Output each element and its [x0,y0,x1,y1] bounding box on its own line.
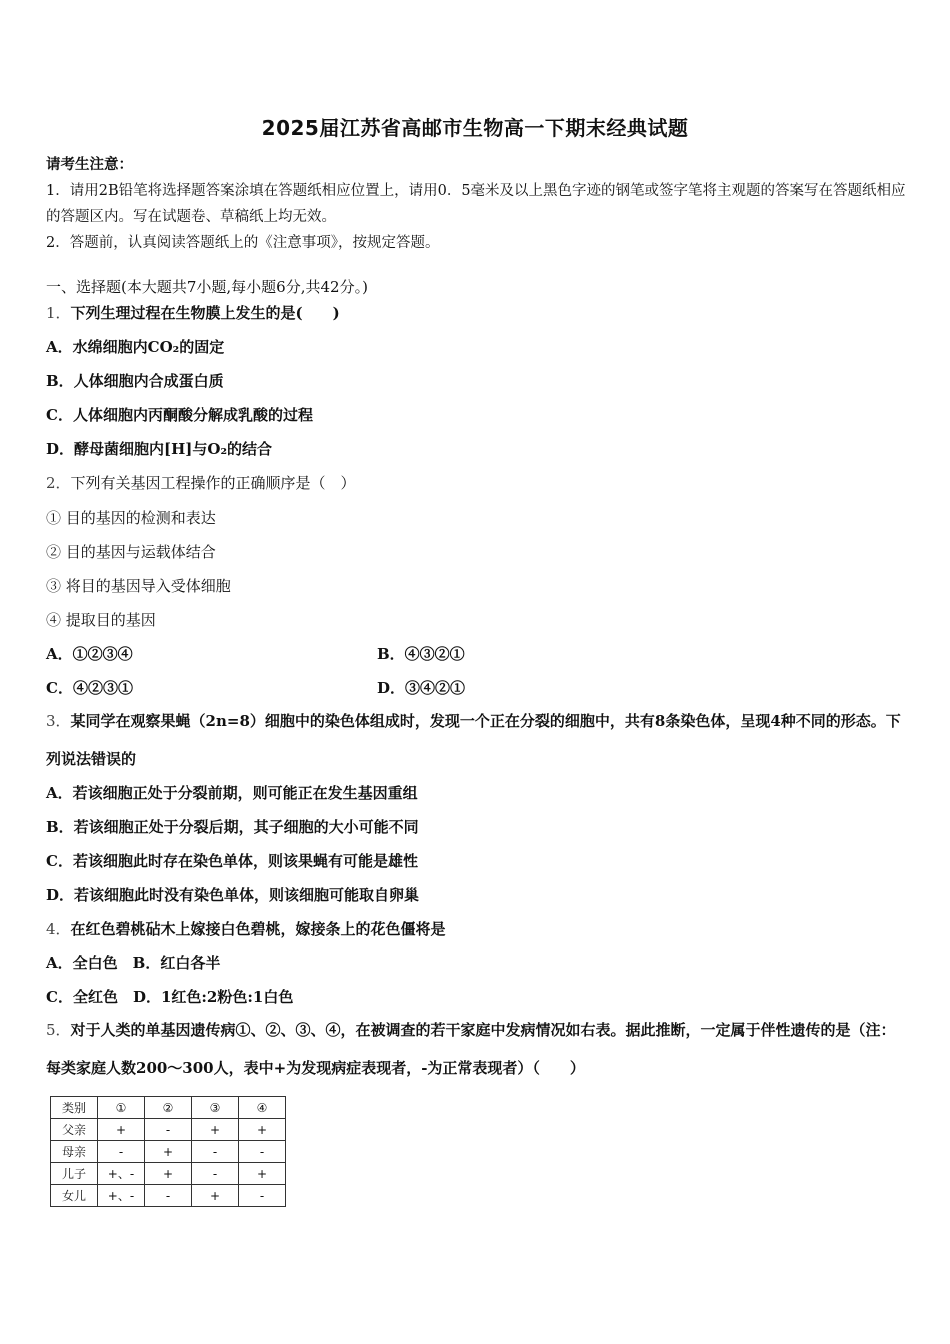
q2-step-2: ② 目的基因与运载体结合 [46,543,216,561]
question-1-number: 1． [46,304,71,322]
q1-option-a: A．水绵细胞内CO₂的固定 [46,338,225,356]
question-5-number: 5． [46,1021,71,1039]
table-header-cell: ③ [192,1097,239,1119]
table-header-cell: ① [98,1097,145,1119]
table-header-row [51,1097,286,1119]
question-1-text: 下列生理过程在生物膜上发生的是( ) [70,304,340,322]
table-cell: 儿子 [51,1163,98,1185]
q1-option-d: D．酵母菌细胞内[H]与O₂的结合 [46,440,273,458]
q2-step-3: ③ 将目的基因导入受体细胞 [46,577,231,595]
page-title: 2025届江苏省高邮市生物高一下期末经典试题 [261,116,689,140]
table-cell: + [98,1119,145,1141]
q2-option-c: C．④②③① [46,679,133,697]
q3-option-a: A．若该细胞正处于分裂前期，则可能正在发生基因重组 [46,784,418,802]
table-row [51,1163,286,1185]
q2-step-4: ④ 提取目的基因 [46,611,156,629]
question-3-text: 某同学在观察果蝇（2n=8）细胞中的染色体组成时，发现一个正在分裂的细胞中，共有8条染色体，呈现4种不同的形态。下列说法错误的 [46,712,901,768]
table-cell: + [145,1141,192,1163]
question-5-text: 对于人类的单基因遗传病①、②、③、④，在被调查的若干家庭中发病情况如右表。据此推断，一定属于伴性遗传的是（注：每类家庭人数200～300人，表中+为发现病症表现者，-为正常表现者）（ ） [46,1021,896,1077]
q2-option-a: A．①②③④ [46,645,133,663]
q4-options-ab: A．全白色 B．红白各半 [46,954,221,972]
table-cell: + [145,1163,192,1185]
notice-block [46,152,906,256]
table-header-cell: ④ [239,1097,286,1119]
q3-option-d: D．若该细胞此时没有染色单体，则该细胞可能取自卵巢 [46,886,420,904]
table-cell: - [239,1185,286,1207]
table-cell: 女儿 [51,1185,98,1207]
question-5-stem [46,1011,908,1087]
question-1-stem [46,302,340,323]
question-3-number: 3． [46,712,71,730]
table-cell: - [239,1141,286,1163]
q2-option-b: B．④③②① [377,645,465,663]
table-cell: + [239,1163,286,1185]
table-header-cell: 类别 [51,1097,98,1119]
question-4-number: 4． [46,920,71,938]
notice-item-1: 1．请用2B铅笔将选择题答案涂填在答题纸相应位置上，请用0．5毫米及以上黑色字迹的钢笔或签字笔将主观题的答案写在答题纸相应的答题区内。写在试题卷、草稿纸上均无效。 [46,183,906,225]
table-header-cell: ② [145,1097,192,1119]
notice-item-2: 2．答题前，认真阅读答题纸上的《注意事项》，按规定答题。 [46,235,440,251]
question-2-number: 2． [46,474,71,492]
table-cell: 母亲 [51,1141,98,1163]
table-cell: - [145,1119,192,1141]
q2-option-d: D．③④②① [377,679,466,697]
table-cell: - [192,1141,239,1163]
table-row [51,1141,286,1163]
question-4-stem [46,918,446,939]
table-cell: +、- [98,1163,145,1185]
table-cell: + [192,1119,239,1141]
table-cell: - [98,1141,145,1163]
table-cell: 父亲 [51,1119,98,1141]
table-cell: + [192,1185,239,1207]
section-heading: 一、选择题(本大题共7小题,每小题6分,共42分。) [46,278,368,296]
notice-heading: 请考生注意： [46,156,133,173]
q4-options-cd: C．全红色 D．1红色:2粉色:1白色 [46,988,294,1006]
question-2-stem [46,472,356,493]
table-row [51,1185,286,1207]
q2-step-1: ① 目的基因的检测和表达 [46,509,216,527]
table-cell: - [192,1163,239,1185]
q3-option-c: C．若该细胞此时存在染色单体，则该果蝇有可能是雄性 [46,852,418,870]
question-2-text: 下列有关基因工程操作的正确顺序是（ ） [70,474,356,492]
table-cell: +、- [98,1185,145,1207]
q1-option-b: B．人体细胞内合成蛋白质 [46,372,224,390]
question-4-text: 在红色碧桃砧木上嫁接白色碧桃，嫁接条上的花色僵将是 [70,920,446,938]
table-row [51,1119,286,1141]
table-cell: + [239,1119,286,1141]
q3-option-b: B．若该细胞正处于分裂后期，其子细胞的大小可能不同 [46,818,419,836]
table-cell: - [145,1185,192,1207]
q1-option-c: C．人体细胞内丙酮酸分解成乳酸的过程 [46,406,313,424]
question-3-stem [46,702,908,778]
genetic-disease-table [50,1096,286,1207]
